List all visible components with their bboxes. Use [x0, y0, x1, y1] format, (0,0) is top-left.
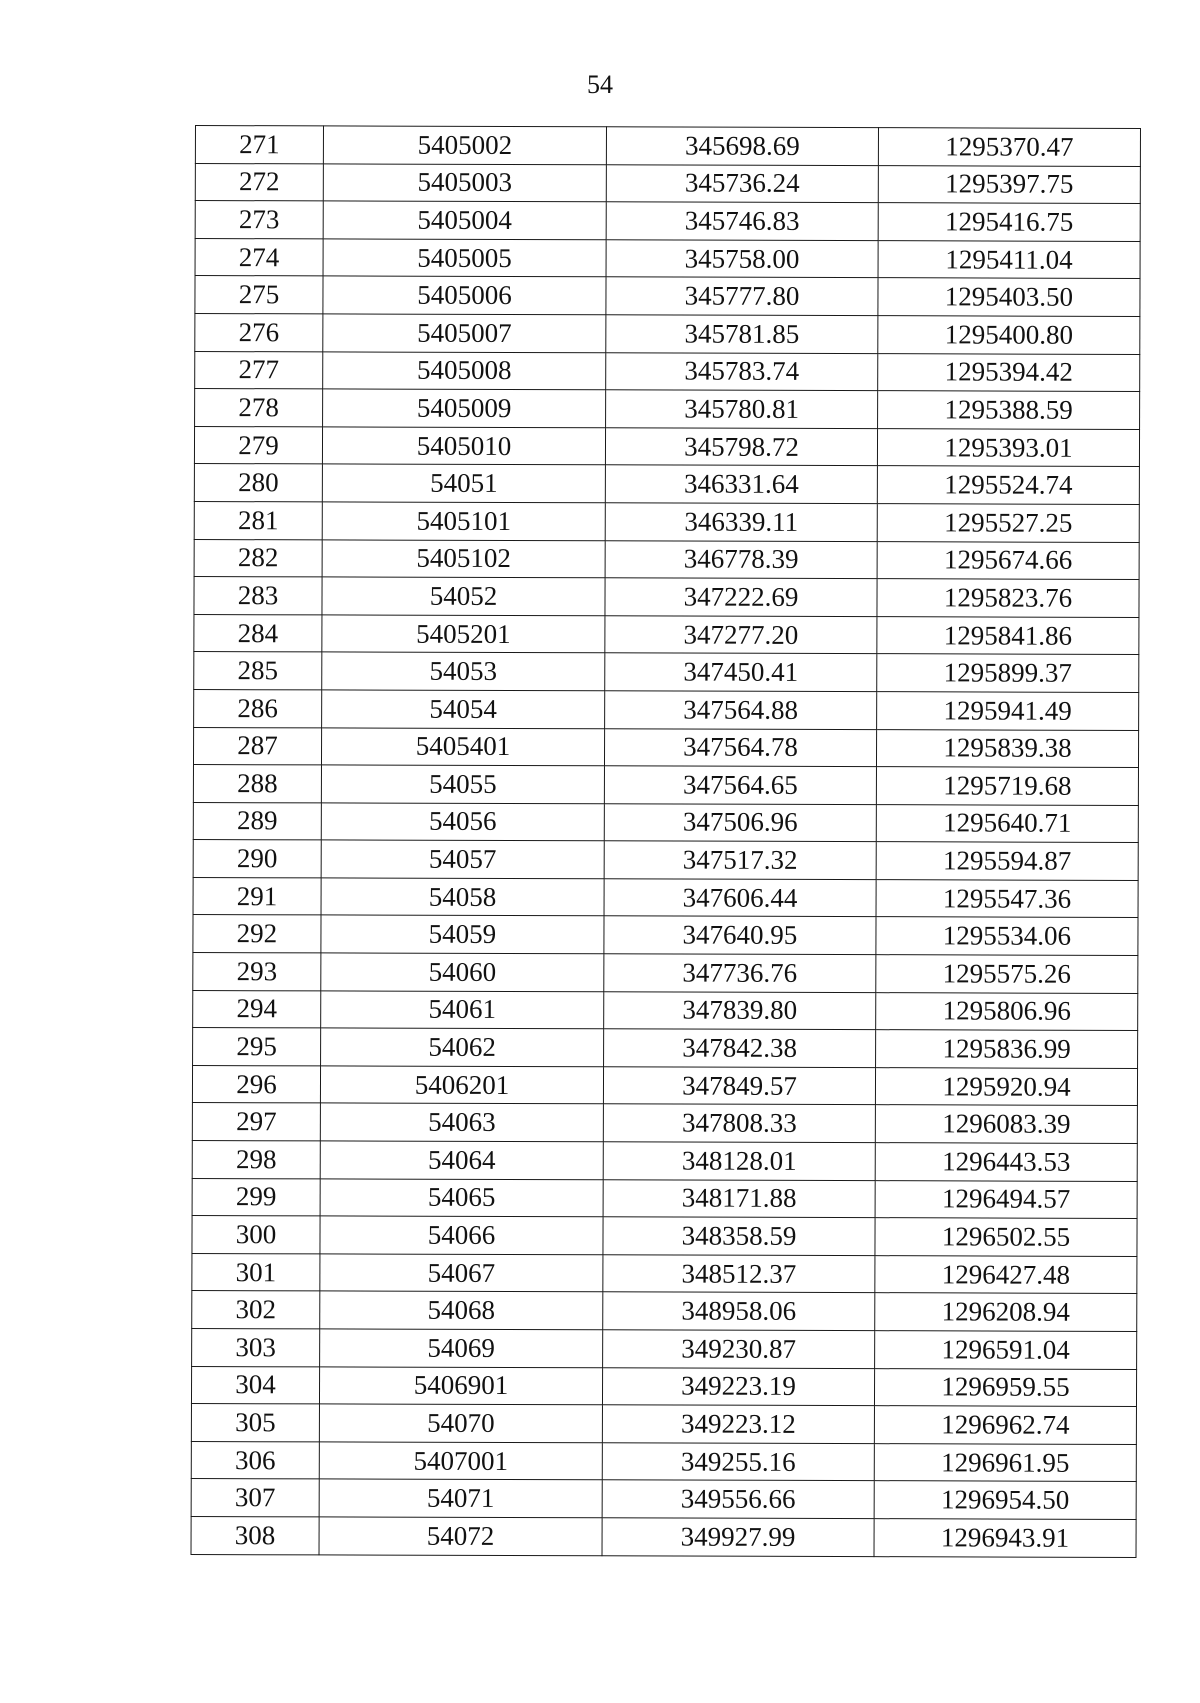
point-index-cell: 294 [193, 990, 321, 1028]
table-row [195, 163, 1140, 204]
point-index-cell: 304 [191, 1366, 319, 1404]
x-coordinate-cell: 349556.66 [602, 1480, 874, 1518]
point-index-cell: 302 [192, 1291, 320, 1329]
y-coordinate-cell: 1296083.39 [875, 1105, 1137, 1143]
table-row [193, 765, 1138, 806]
y-coordinate-cell: 1296427.48 [875, 1255, 1137, 1293]
table-row [193, 802, 1138, 843]
y-coordinate-cell: 1295394.42 [878, 353, 1140, 391]
y-coordinate-cell: 1295388.59 [878, 391, 1140, 429]
point-id-cell: 54065 [320, 1179, 603, 1217]
x-coordinate-cell: 345777.80 [606, 277, 878, 315]
x-coordinate-cell: 349223.19 [602, 1367, 874, 1405]
point-index-cell: 286 [194, 689, 322, 727]
y-coordinate-cell: 1295416.75 [878, 203, 1140, 241]
point-id-cell: 54068 [320, 1291, 603, 1329]
point-id-cell: 5405007 [323, 314, 606, 352]
y-coordinate-cell: 1295403.50 [878, 278, 1140, 316]
point-id-cell: 54060 [321, 953, 604, 991]
point-id-cell: 54061 [321, 991, 604, 1029]
point-index-cell: 284 [194, 614, 322, 652]
x-coordinate-cell: 346339.11 [605, 503, 877, 541]
point-index-cell: 285 [194, 652, 322, 690]
point-id-cell: 54062 [321, 1028, 604, 1066]
table-row [194, 689, 1139, 730]
point-id-cell: 54052 [322, 577, 605, 615]
point-index-cell: 274 [195, 238, 323, 276]
point-index-cell: 307 [191, 1479, 319, 1517]
x-coordinate-cell: 348171.88 [603, 1179, 875, 1217]
point-index-cell: 275 [195, 276, 323, 314]
point-index-cell: 289 [193, 802, 321, 840]
y-coordinate-cell: 1296443.53 [875, 1143, 1137, 1181]
point-id-cell: 54063 [320, 1103, 603, 1141]
table-row [195, 276, 1140, 317]
point-index-cell: 297 [192, 1103, 320, 1141]
table-row [192, 1253, 1137, 1294]
table-row [195, 351, 1140, 392]
x-coordinate-cell: 348512.37 [603, 1255, 875, 1293]
point-id-cell: 54054 [322, 690, 605, 728]
x-coordinate-cell: 347564.78 [604, 728, 876, 766]
point-index-cell: 291 [193, 877, 321, 915]
point-id-cell: 54071 [319, 1479, 602, 1517]
point-id-cell: 54055 [321, 765, 604, 803]
table-row [192, 1065, 1137, 1106]
y-coordinate-cell: 1295674.66 [877, 541, 1139, 579]
point-id-cell: 5405201 [322, 615, 605, 653]
y-coordinate-cell: 1295941.49 [877, 692, 1139, 730]
table-row [195, 126, 1140, 167]
point-index-cell: 306 [191, 1441, 319, 1479]
point-id-cell: 54057 [321, 840, 604, 878]
y-coordinate-cell: 1295527.25 [877, 504, 1139, 542]
x-coordinate-cell: 347640.95 [604, 916, 876, 954]
point-index-cell: 300 [192, 1216, 320, 1254]
y-coordinate-cell: 1295719.68 [876, 767, 1138, 805]
point-id-cell: 5405010 [322, 427, 605, 465]
point-index-cell: 280 [194, 464, 322, 502]
x-coordinate-cell: 347606.44 [604, 879, 876, 917]
point-index-cell: 305 [191, 1404, 319, 1442]
point-index-cell: 288 [193, 765, 321, 803]
point-id-cell: 5405004 [323, 201, 606, 239]
y-coordinate-cell: 1296502.55 [875, 1218, 1137, 1256]
point-id-cell: 5406901 [319, 1366, 602, 1404]
x-coordinate-cell: 349230.87 [603, 1330, 875, 1368]
x-coordinate-cell: 347506.96 [604, 803, 876, 841]
point-index-cell: 290 [193, 840, 321, 878]
y-coordinate-cell: 1296954.50 [874, 1481, 1136, 1519]
point-index-cell: 277 [195, 351, 323, 389]
table-row [193, 953, 1138, 994]
point-id-cell: 5405003 [323, 163, 606, 201]
point-index-cell: 295 [193, 1028, 321, 1066]
x-coordinate-cell: 347736.76 [604, 954, 876, 992]
point-id-cell: 54070 [319, 1404, 602, 1442]
x-coordinate-cell: 348128.01 [603, 1142, 875, 1180]
point-index-cell: 276 [195, 313, 323, 351]
table-row [193, 1028, 1138, 1069]
y-coordinate-cell: 1295575.26 [876, 955, 1138, 993]
point-index-cell: 298 [192, 1141, 320, 1179]
x-coordinate-cell: 347517.32 [604, 841, 876, 879]
point-index-cell: 299 [192, 1178, 320, 1216]
x-coordinate-cell: 345736.24 [606, 164, 878, 202]
table-row [192, 1328, 1137, 1369]
point-index-cell: 282 [194, 539, 322, 577]
point-index-cell: 296 [192, 1065, 320, 1103]
table-row [191, 1516, 1136, 1557]
point-index-cell: 272 [195, 163, 323, 201]
point-index-cell: 287 [193, 727, 321, 765]
point-index-cell: 303 [192, 1328, 320, 1366]
table-row [194, 501, 1139, 542]
point-index-cell: 271 [195, 126, 323, 164]
y-coordinate-cell: 1295839.38 [876, 729, 1138, 767]
table-row [192, 1291, 1137, 1332]
table-row [191, 1366, 1136, 1407]
point-id-cell: 5405009 [323, 389, 606, 427]
point-id-cell: 54059 [321, 915, 604, 953]
point-id-cell: 54066 [320, 1216, 603, 1254]
point-id-cell: 54072 [319, 1517, 602, 1555]
y-coordinate-cell: 1296959.55 [874, 1368, 1136, 1406]
x-coordinate-cell: 347842.38 [604, 1029, 876, 1067]
x-coordinate-cell: 349927.99 [602, 1518, 874, 1556]
x-coordinate-cell: 345780.81 [606, 390, 878, 428]
point-index-cell: 273 [195, 201, 323, 239]
point-id-cell: 54058 [321, 878, 604, 916]
y-coordinate-cell: 1295640.71 [876, 804, 1138, 842]
y-coordinate-cell: 1295836.99 [876, 1030, 1138, 1068]
y-coordinate-cell: 1295920.94 [875, 1067, 1137, 1105]
x-coordinate-cell: 349223.12 [602, 1405, 874, 1443]
x-coordinate-cell: 347564.65 [604, 766, 876, 804]
y-coordinate-cell: 1295397.75 [878, 165, 1140, 203]
y-coordinate-cell: 1295393.01 [877, 428, 1139, 466]
point-id-cell: 5407001 [319, 1442, 602, 1480]
coordinate-table [191, 125, 1141, 1558]
y-coordinate-cell: 1295400.80 [878, 316, 1140, 354]
point-index-cell: 301 [192, 1253, 320, 1291]
point-id-cell: 5405006 [323, 276, 606, 314]
x-coordinate-cell: 347564.88 [605, 691, 877, 729]
x-coordinate-cell: 346778.39 [605, 540, 877, 578]
table-row [193, 840, 1138, 881]
x-coordinate-cell: 345698.69 [606, 127, 878, 165]
table-row [192, 1178, 1137, 1219]
table-row [194, 614, 1139, 655]
table-row [193, 915, 1138, 956]
point-index-cell: 281 [194, 501, 322, 539]
table-row [192, 1103, 1137, 1144]
y-coordinate-cell: 1295370.47 [878, 128, 1140, 166]
point-index-cell: 308 [191, 1516, 319, 1554]
point-id-cell: 5405401 [321, 727, 604, 765]
y-coordinate-cell: 1296208.94 [875, 1293, 1137, 1331]
x-coordinate-cell: 345783.74 [606, 352, 878, 390]
table-row [192, 1216, 1137, 1257]
x-coordinate-cell: 347808.33 [603, 1104, 875, 1142]
table-row [192, 1141, 1137, 1182]
table-row [195, 238, 1140, 279]
point-id-cell: 5405005 [323, 239, 606, 277]
table-row [191, 1479, 1136, 1520]
point-id-cell: 54064 [320, 1141, 603, 1179]
point-id-cell: 54051 [322, 464, 605, 502]
y-coordinate-cell: 1295899.37 [877, 654, 1139, 692]
y-coordinate-cell: 1295823.76 [877, 579, 1139, 617]
table-row [195, 201, 1140, 242]
point-id-cell: 54067 [320, 1254, 603, 1292]
table-row [193, 727, 1138, 768]
y-coordinate-cell: 1296494.57 [875, 1180, 1137, 1218]
y-coordinate-cell: 1296943.91 [874, 1519, 1136, 1557]
x-coordinate-cell: 345746.83 [606, 202, 878, 240]
point-index-cell: 279 [194, 426, 322, 464]
point-id-cell: 54056 [321, 803, 604, 841]
point-id-cell: 54053 [322, 652, 605, 690]
x-coordinate-cell: 348958.06 [603, 1292, 875, 1330]
x-coordinate-cell: 347839.80 [604, 991, 876, 1029]
point-id-cell: 54069 [320, 1329, 603, 1367]
point-id-cell: 5406201 [320, 1066, 603, 1104]
y-coordinate-cell: 1295524.74 [877, 466, 1139, 504]
point-index-cell: 278 [195, 389, 323, 427]
x-coordinate-cell: 347222.69 [605, 578, 877, 616]
y-coordinate-cell: 1295806.96 [876, 992, 1138, 1030]
y-coordinate-cell: 1296962.74 [874, 1406, 1136, 1444]
y-coordinate-cell: 1295594.87 [876, 842, 1138, 880]
table-row [194, 464, 1139, 505]
table-row [191, 1441, 1136, 1482]
point-index-cell: 292 [193, 915, 321, 953]
table-row [191, 1404, 1136, 1445]
x-coordinate-cell: 348358.59 [603, 1217, 875, 1255]
x-coordinate-cell: 345798.72 [605, 428, 877, 466]
point-index-cell: 283 [194, 577, 322, 615]
table-row [193, 877, 1138, 918]
y-coordinate-cell: 1295547.36 [876, 880, 1138, 918]
x-coordinate-cell: 349255.16 [602, 1443, 874, 1481]
y-coordinate-cell: 1295411.04 [878, 240, 1140, 278]
y-coordinate-cell: 1295534.06 [876, 917, 1138, 955]
point-id-cell: 5405008 [323, 351, 606, 389]
point-id-cell: 5405002 [323, 126, 606, 164]
point-id-cell: 5405102 [322, 539, 605, 577]
table-row [195, 313, 1140, 354]
point-id-cell: 5405101 [322, 502, 605, 540]
table-row [194, 577, 1139, 618]
x-coordinate-cell: 347849.57 [603, 1067, 875, 1105]
y-coordinate-cell: 1296591.04 [875, 1331, 1137, 1369]
x-coordinate-cell: 346331.64 [605, 465, 877, 503]
table-row [194, 426, 1139, 467]
x-coordinate-cell: 345781.85 [606, 315, 878, 353]
x-coordinate-cell: 347450.41 [605, 653, 877, 691]
table-row [195, 389, 1140, 430]
table-body [191, 126, 1140, 1558]
page-number: 54 [587, 70, 613, 99]
table-row [194, 652, 1139, 693]
table-row [193, 990, 1138, 1031]
x-coordinate-cell: 345758.00 [606, 240, 878, 278]
y-coordinate-cell: 1296961.95 [874, 1443, 1136, 1481]
table-row [194, 539, 1139, 580]
point-index-cell: 293 [193, 953, 321, 991]
x-coordinate-cell: 347277.20 [605, 616, 877, 654]
y-coordinate-cell: 1295841.86 [877, 616, 1139, 654]
